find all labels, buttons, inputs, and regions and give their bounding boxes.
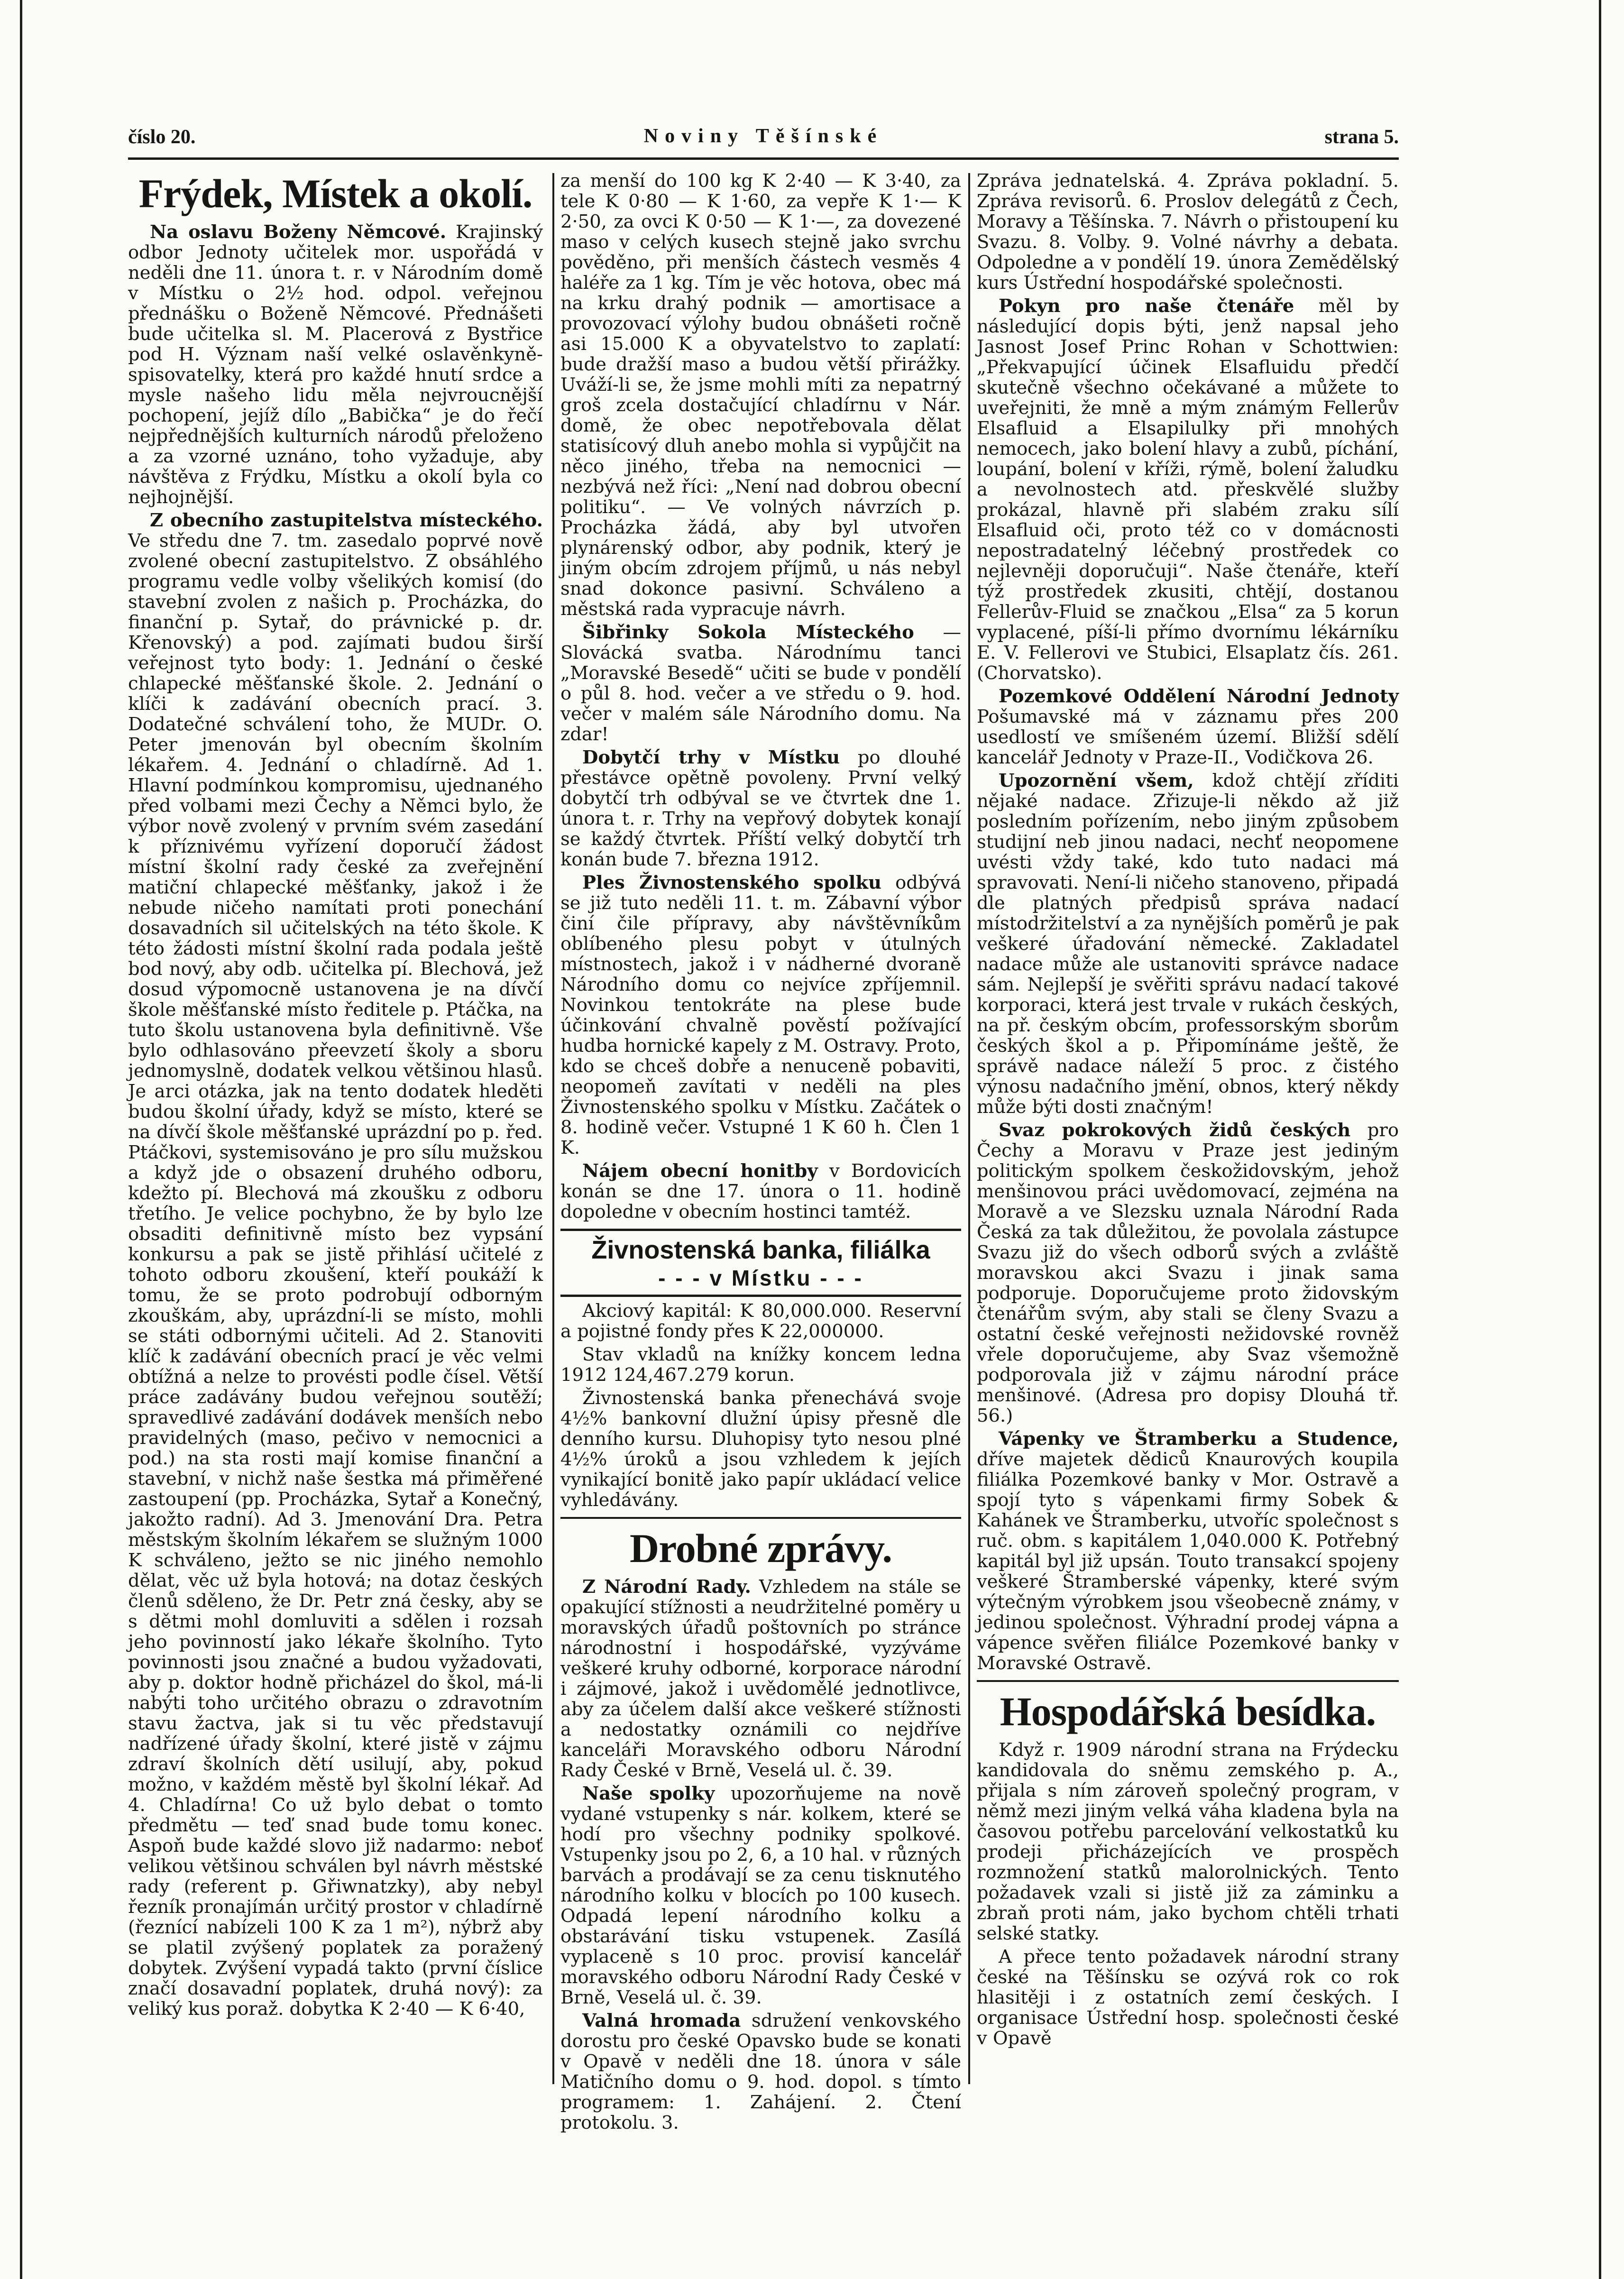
page-header <box>128 121 1399 154</box>
article-continuation <box>560 171 961 619</box>
section-heading-drobne: Drobné zprávy. <box>630 1525 892 1571</box>
article-bozena-nemcova <box>128 222 543 507</box>
article-text: po dlouhé přestávce opětně povoleny. První velký dobytčí trh odbýval se ve čtvrtek dne 1. února t. r. Trhy na vepřový dobytek konají se každý čtvrtek. Příští velký dobytčí trh konán bude 7. března 1912. <box>560 747 961 870</box>
article-lead: Pozemkové Oddělení Národní Jednoty <box>999 686 1399 707</box>
article-lead: Šibřinky Sokola Místeckého <box>582 622 914 643</box>
page-number: strana 5. <box>1324 126 1399 148</box>
bank-title: Živnostenská banka, filiálka <box>591 1236 930 1264</box>
section-divider <box>977 1680 1399 1682</box>
article-text: kdož chtějí zříditi nějaké nadace. Zřizuje-li někdo až již posledním pořízením, nebo jiným způsobem studijní neb jinou nadaci, nechť neopomene uvésti vždy také, kdo tuto nadaci má spravovati. Není-li ničeho stanoveno, připadá dle platných předpisů správa nadací místodržitelství a za nynějších poměrů je pak veškeré úřadování německé. Zakladatel nadace může ale ustanoviti správce nadace sám. Nejlepší je svěřiti správu nadací takové korporaci, která jest trvale v rukách českých, na př. českým obcím, professorským sborům českých škol a p. Připomínáme ještě, že správě nadace náleží 5 proc. z čistého výnosu nadačního jmění, obnos, který někdy může býti dosti značným! <box>977 770 1399 1118</box>
article-pozemkove-oddeleni <box>977 686 1399 768</box>
article-continuation <box>977 171 1399 293</box>
article-text: Krajinský odbor Jednoty učitelek mor. uspořádá v neděli dne 11. února t. r. v Národním domě v Místku o 2½ hod. odpol. veřejnou přednášku o Boženě Němcové. Přednášeti bude učitelka sl. M. Placerová z Bystřice pod H. Význam naší velké oslavěnkyně-spisovatelky, která pro každé hnutí srdce a mysle našeho lidu měla nejvroucnější pochopení, jejíž dílo „Babička“ je do řečí nejpřednějších kulturních národů přeloženo a za vzorné uznáno, toho vyžaduje, aby návštěva z Frýdku, Místku a okolí byla co nejhojnější. <box>128 221 543 508</box>
article-lead: Vápenky ve Štramberku a Studence, <box>999 1428 1399 1450</box>
article-text: pro Čechy a Moravu v Praze jest jediným politickým spolkem českožidovským, jehož menšinovou práci uvědomovací, zejména na Moravě a ve Slezsku uznala Národní Rada Česká za tak důležitou, že povolala zástupce Svazu již do všech odborů svých a zvláště moravskou akci Svazu i jinak sama podporuje. Doporučujeme proto židovským čtenářům svým, aby stali se členy Svazu a ostatní české veřejnosti nežidovské rovněž vřele doporučujeme, aby Svaz všemožně podporovala již v zájmu národní práce menšinové. (Adresa pro dopisy Dlouhá tř. 56.) <box>977 1120 1399 1426</box>
scan-border-right <box>1599 0 1601 2279</box>
scan-border-left <box>20 0 22 2279</box>
article-text: odbývá se již tuto neděli 11. t. m. Zábavní výbor činí čile přípravy, aby návštěvníkům oblíbeného plesu pobyt v útulných místnostech, jakož i v nádherné dvoraně Národního domu co nejvíce zpříjemnil. Novinkou tentokráte na plese bude účinkování chvalně pověstí požívající hudba hornické kapely z M. Ostravy. Proto, kdo se chceš dobře a nenuceně pobaviti, neopomeň zavítati v neděli na ples Živnostenského spolku v Místku. Začátek o 8. hodině večer. Vstupné 1 K 60 h. Člen 1 K. <box>560 872 961 1158</box>
bank-advertisement-header <box>560 1229 961 1297</box>
article-lead: Ples Živnostenského spolku <box>582 872 881 893</box>
article-lead: Z Národní Rady. <box>582 1576 751 1598</box>
article-text: — Slovácká svatba. Národnímu tanci „Moravské Besedě“ učiti se bude v pondělí o půl 8. hod. večer a ve středu o 9. hod. večer v malém sále Národního domu. Na zdar! <box>560 622 961 745</box>
section-divider <box>560 1517 961 1519</box>
article-text: Ve středu dne 7. tm. zasedalo poprvé nově zvolené obecní zastupitelstvo. Z obsáhlého programu vedle volby všelikých komisí (do stavební zvolen z našich p. Procházka, do finanční p. Sytař, do právnické p. dr. Křenovský) a pod. zajímati budou širší veřejnost tyto body: 1. Jednání o české chlapecké měšťanské škole. 2. Jednání o klíči k zadávání obecních prací. 3. Dodatečné schválení toho, že MUDr. O. Peter jmenován byl obecním školním lékařem. 4. Jednání o chladírně. Ad 1. Hlavní podmínkou kompromisu, ujednaného před volbami mezi Čechy a Němci bylo, že výbor nově zvolený v prvním svém zasedání k příznivému vyřízení doporučí žádost místní školní rady české za zveřejnění matiční chlapecké měšťanky, jakož i že nebude ničeho namítati proti ponechání dosavadních sil učitelských na této škole. K této žádosti místní školní rada podala ještě bod nový, aby odb. učitelka pí. Blechová, jež dosud výpomocně ustanovena je na dívčí škole měšťanské místo ředitele p. Ptáčka, na tuto školu ustanovena byla definitivně. Vše bylo odhlasováno přeevzetí školy a sboru jednomyslně, dodatek velkou většinou hlasů. Je arci otázka, jak na tento dodatek hleděti budou školní úřady, když se místo, které se na dívčí škole měšťanské uprázdní po p. řed. Ptáčkovi, systemisováno je pro sílu mužskou a když jde o obsazení druhého odboru, kdežto pí. Blechová má zkoušku z odboru třetího. Je velice pochybno, že by bylo lze obsaditi definitivně místo bez vypsání konkursu a pak se jistě přihlásí učitelé z tohoto odboru zkoušení, kteří poukáží k tomu, že se proto podrobují odborným zkouškám, aby, uprázdní-li se místo, mohli se státi odbornými učiteli. Ad 2. Stanoviti klíč k zadávání obecních prací je věc velmi obtížná a nelze to provésti podle čísel. Větší práce zadávány budou veřejnou soutěží; spravedlivé zadávání dodávek menších nebo pravidelných (maso, pečivo v nemocnici a pod.) na sta rosti mají komise finanční a stavební, v nichž naše šestka má přiměřené zastoupení (pp. Procházka, Sytař a Konečný, jakožto radní). Ad 3. Jmenování Dra. Petra městským školním lékařem se služným 1000 K schváleno, ježto se nic jiného nemohlo dělat, věc už byla hotová; na dotaz českých členů sděleno, že Dr. Petr zná česky, aby se s dětmi mohl domluviti a sdělen i rozsah jeho povinností jako lékaře školního. Tyto povinnosti jsou značné a budou vyžadovati, aby p. doktor hodně přicházel do škol, má-li nabýti toho určitého obrazu o zdravotním stavu žactva, jak si tu věc představují nadřízené úřady školní, které jistě v zájmu zdraví školních dětí usilují, aby, pokud možno, v každém městě byl školní lékař. Ad 4. Chladírna! Co už bylo debat o tomto předmětu — teď snad bude tomu konec. Aspoň bude každé slovo již nadarmo: neboť velikou většinou schválen byl návrh městské rady (referent p. Gřiwnatzky), aby nebyl řezník pronajímán určitý prostor v chladírně (řeznící nabízeli 100 K za 1 m²), nýbrž aby se platil zvýšený poplatek za poražený dobytek. Zvýšení vypadá takto (první číslice značí dosavadní poplatek, druhá nový): za veliký kus poraž. dobytka K 2·40 — K 6·40, <box>128 530 543 2020</box>
header-rule <box>128 157 1399 160</box>
article-text: upozorňujeme na nově vydané vstupenky s nár. kolkem, které se hodí pro všechny podniky spolkové. Vstupenky jsou po 2, 6, a 10 hal. v různých barvách a prodávají se za cenu tisknutého národního kolku v blocích po 100 kusech. Odpadá lepení národního kolku a obstarávání tisku vstupenek. Zasílá vyplaceně s 10 proc. provisí kancelář moravského odboru Národní Rady České v Brně, Veselá ul. č. 39. <box>560 1783 961 2008</box>
article-text: za menší do 100 kg K 2·40 — K 3·40, za tele K 0·80 — K 1·60, za vepře K 1·— K 2·50, za ovci K 0·50 — K 1·—, za dovezené maso v celých kusech stejně jako svrchu pověděno, při menších částech vesměs 4 haléře za 1 kg. Tím je věc hotova, obec má na krku drahý podnik — amortisace a provozovací výlohy budou obnášeti ročně asi 15.000 K a obyvatelstvo to zaplatí: bude dražší maso a budou větší přirážky. Uváží-li se, že jsme mohli míti za nepatrný groš zcela dostačující chladírnu v Nár. domě, že obec nepotřebovala dělat statisícový dluh anebo mohla si vypůjčit na něco jiného, třeba na nemocnici — nezbývá než říci: „Není nad dobrou obecní politiku“. — Ve volných návrzích p. Procházka žádá, aby byl utvořen plynárenský odbor, aby podnik, který je jiným obcím zdrojem příjmů, u nás nebyl snad dokonce pasivní. Schváleno a městská rada vypracuje návrh. <box>560 170 961 620</box>
section-heading-frydek: Frýdek, Místek a okolí. <box>138 171 532 216</box>
article-lead: Z obecního zastupitelstva místeckého. <box>150 510 543 531</box>
article-text: Vzhledem na stále se opakující stížnosti a neudržitelné poměry u moravských úřadů poštovních po stránce národnostní i hospodářské, vyzýváme veškeré kruhy odborné, korporace národní i zájmové, jakož i uvědomělé jednotlivce, aby za účelem další akce veškeré stížnosti a nedostatky oznámili co nejdříve kanceláři Moravského odboru Národní Rady České v Brně, Veselá ul. č. 39. <box>560 1576 961 1781</box>
article-svaz-zidu <box>977 1120 1399 1426</box>
article-upozorneni <box>977 771 1399 1117</box>
article-text: dříve majetek dědiců Knaurových koupila filiálka Pozemkové banky v Mor. Ostravě a spojí tyto s vápenkami firmy Sobek & Kahánek ve Štramberku, utvoříc společnost s ruč. obm. s kapitálem 1,040.000 K. Potřebný kapitál byl již upsán. Touto transakcí spojeny veškeré Štramberské vápenky, které svým výtečným výrobkem jsou všeobecně známy, v jedinou společnost. Výhradní prodej vápna a vápence svěřen filiálce Pozemkové banky v Moravské Ostravě. <box>977 1449 1399 1674</box>
article-honitba <box>560 1161 961 1222</box>
newspaper-title: Noviny Těšínské <box>643 125 883 147</box>
issue-number: číslo 20. <box>128 126 196 148</box>
bank-capital: Akciový kapitál: K 80,000.000. Reservní a pojistné fondy přes K 22,000000. <box>560 1300 961 1342</box>
column-divider-right <box>968 173 970 2084</box>
article-vapenky <box>977 1429 1399 1673</box>
article-sibrinky <box>560 622 961 744</box>
article-lead: Upozornění všem, <box>999 770 1194 791</box>
article-lead: Na oslavu Boženy Němcové. <box>150 221 447 243</box>
bank-deposits: Stav vkladů na knížky koncem ledna 1912 124,467.279 korun. <box>560 1344 961 1386</box>
column-middle <box>560 170 961 2133</box>
article-text: v Bordovicích konán se dne 17. února o 11. hodině dopoledne v obecním hostinci tamtéž. <box>560 1160 961 1222</box>
article-lead: Naše spolky <box>582 1783 715 1804</box>
article-lead: Nájem obecní honitby <box>582 1160 818 1182</box>
article-narodni-rada <box>560 1577 961 1781</box>
article-lead: Dobytčí trhy v Místku <box>582 747 840 768</box>
article-dobytci-trhy <box>560 747 961 870</box>
bank-bonds: Živnostenská banka přenechává svoje 4½% bankovní dlužní úpisy přesně dle denního kursu. Dluhopisy tyto nesou plné 4½% úroků a jsou vzhledem k jejích vynikající bonitě jako papír ukládací velice vyhledávány. <box>560 1388 961 1511</box>
article-zastupitelstvo <box>128 510 543 2019</box>
article-lead: Valná hromada <box>582 2010 741 2031</box>
article-pokyn <box>977 296 1399 683</box>
bank-subtitle: - - - v Místku - - - <box>658 1266 863 1290</box>
column-left <box>128 171 543 2077</box>
section-heading-hospodarska: Hospodářská besídka. <box>1000 1689 1376 1734</box>
article-hospodarska-1: Když r. 1909 národní strana na Frýdecku kandidovala do sněmu zemského p. A., přijala s ním zároveň společný program, v němž mezi jiným velká váha kladena byla na časovou potřebu parcelování velkostatků ku prodeji přicházejících ve prospěch rozmnožení statků malorolnických. Tento požadavek vzali si jistě již za záminku a zbraň proti nám, jako bychom chtěli trhati selské statky. <box>977 1739 1399 1944</box>
article-spolky <box>560 1783 961 2008</box>
article-ples <box>560 873 961 1158</box>
article-text: Pošumavské má v záznamu přes 200 usedlostí ve smíšeném území. Bližší sdělí kancelář Jednoty v Praze-II., Vodičkova 26. <box>977 706 1399 768</box>
article-text: měl by následující dopis býti, jenž napsal jeho Jasnost Josef Princ Rohan v Schottwien: „Překvapující účinek Elsafluidu předčí skutečně všechno očekávané a můžete to uveřejniti, že mně a mým známým Fellerův Elsafluid a Elsapilulky při mnohých nemocech, jako bolení hlavy a zubů, píchání, loupání, bolení v kříži, rýmě, bolení žaludku a nevolnostech atd. přeskvělé služby prokázal, hlavně při slabém zraku sílí Elsafluid oči, proto též co v domácnosti nepostradatelný léčebný prostředek co nejlevněji doporučuji“. Naše čtenáře, kteří týž prostředek zkusiti, chtějí, dostanou Fellerův-Fluid se značkou „Elsa“ za 5 korun vyplacené, píší-li přímo dvornímu lékárníku E. V. Fellerovi ve Stubici, Elsaplatz čís. 261. (Chorvatsko). <box>977 295 1399 684</box>
column-divider-left <box>552 173 554 2084</box>
article-lead: Pokyn pro naše čtenáře <box>999 295 1294 317</box>
article-text: Zpráva jednatelská. 4. Zpráva pokladní. 5. Zpráva revisorů. 6. Proslov delegátů z Čech, Moravy a Těšínska. 7. Návrh o přistoupení ku Svazu. 8. Volby. 9. Volné návrhy a debata. Odpoledne a v pondělí 19. února Zemědělský kurs Ústřední hospodářské společnosti. <box>977 170 1399 294</box>
column-right <box>977 171 1399 2077</box>
article-text: sdružení venkovského dorostu pro české Opavsko bude se konati v Opavě v neděli dne 18. února v sále Matičního domu o 9. hod. dopol. s tímto programem: 1. Zahájení. 2. Čtení protokolu. 3. <box>560 2010 961 2133</box>
article-lead: Svaz pokrokových židů českých <box>999 1120 1351 1141</box>
article-valna-hromada <box>560 2011 961 2133</box>
article-hospodarska-2: A přece tento požadavek národní strany české na Těšínsku se ozývá rok co rok hlasitěji i z ostatních zemí českých. I organisace Ústřední hosp. společnosti české v Opavě <box>977 1946 1399 2049</box>
